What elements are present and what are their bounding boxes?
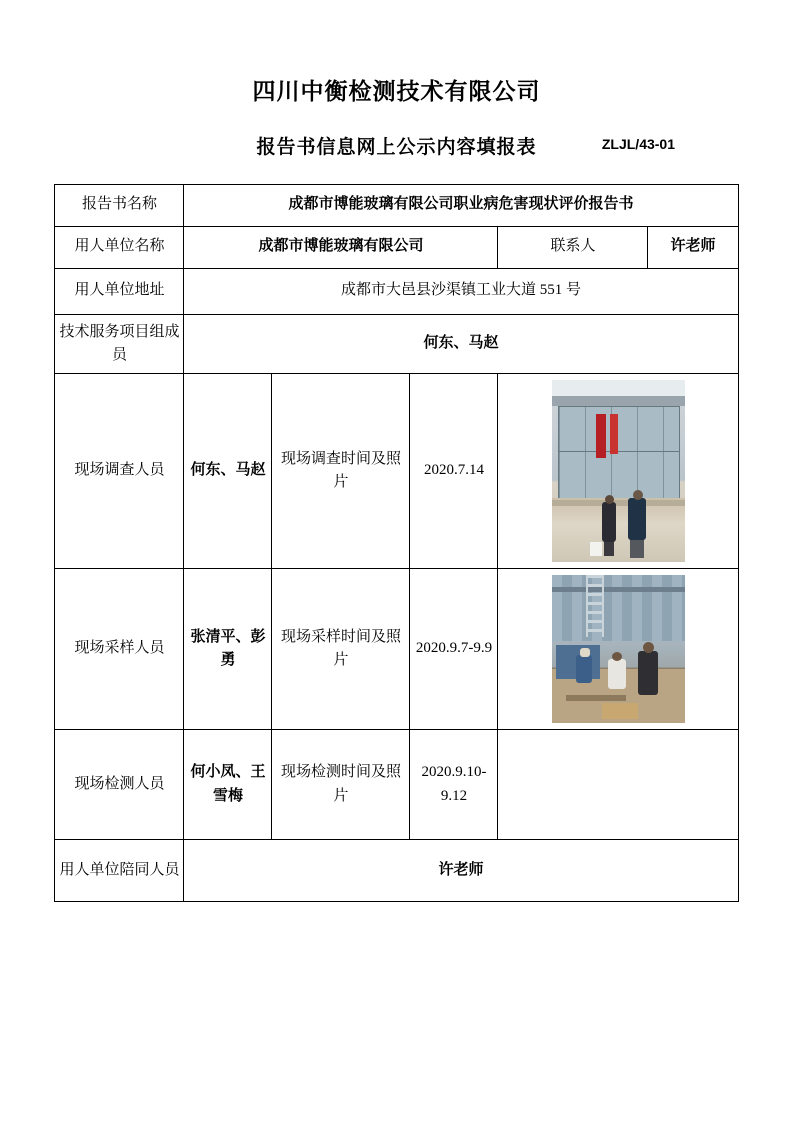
row-value-accompany-staff: 许老师 <box>184 840 738 902</box>
row-label-team-members: 技术服务项目组成员 <box>55 314 184 374</box>
row-desc-sampling: 现场采样时间及照片 <box>272 569 410 730</box>
title-block <box>0 0 793 162</box>
table-row <box>55 569 738 730</box>
site-survey-photo <box>552 380 685 562</box>
table-row <box>55 314 738 374</box>
form-code: ZLJL/43-01 <box>601 135 675 152</box>
row-date-testing: 2020.9.10-9.12 <box>410 730 498 840</box>
row-label-testing-staff: 现场检测人员 <box>55 730 184 840</box>
row-value-sampling-persons: 张清平、彭勇 <box>184 569 272 730</box>
row-value-team-members: 何东、马赵 <box>184 314 738 374</box>
row-date-survey: 2020.7.14 <box>410 374 498 569</box>
report-info-table <box>54 184 738 903</box>
row-label-contact: 联系人 <box>498 226 648 268</box>
sampling-photo-cell <box>498 569 738 730</box>
row-desc-testing: 现场检测时间及照片 <box>272 730 410 840</box>
form-title: 报告书信息网上公示内容填报表 <box>256 136 537 158</box>
row-value-testing-persons: 何小凤、王雪梅 <box>184 730 272 840</box>
row-label-report-name: 报告书名称 <box>55 184 184 226</box>
row-value-employer-address: 成都市大邑县沙渠镇工业大道 551 号 <box>184 268 738 314</box>
table-row <box>55 730 738 840</box>
testing-photo-cell <box>498 730 738 840</box>
row-desc-survey: 现场调查时间及照片 <box>272 374 410 569</box>
survey-photo-cell <box>498 374 738 569</box>
row-value-report-name: 成都市博能玻璃有限公司职业病危害现状评价报告书 <box>184 184 738 226</box>
row-label-survey-staff: 现场调查人员 <box>55 374 184 569</box>
row-value-survey-persons: 何东、马赵 <box>184 374 272 569</box>
table-row <box>55 268 738 314</box>
row-label-employer-name: 用人单位名称 <box>55 226 184 268</box>
row-label-employer-address: 用人单位地址 <box>55 268 184 314</box>
subtitle-row <box>0 132 793 162</box>
site-sampling-photo <box>552 575 685 723</box>
row-value-contact: 许老师 <box>648 226 738 268</box>
table-row <box>55 184 738 226</box>
row-date-sampling: 2020.9.7-9.9 <box>410 569 498 730</box>
company-title: 四川中衡检测技术有限公司 <box>252 79 541 104</box>
row-value-employer-name: 成都市博能玻璃有限公司 <box>184 226 498 268</box>
table-row <box>55 226 738 268</box>
table-row <box>55 840 738 902</box>
row-label-accompany-staff: 用人单位陪同人员 <box>55 840 184 902</box>
row-label-sampling-staff: 现场采样人员 <box>55 569 184 730</box>
table-row <box>55 374 738 569</box>
